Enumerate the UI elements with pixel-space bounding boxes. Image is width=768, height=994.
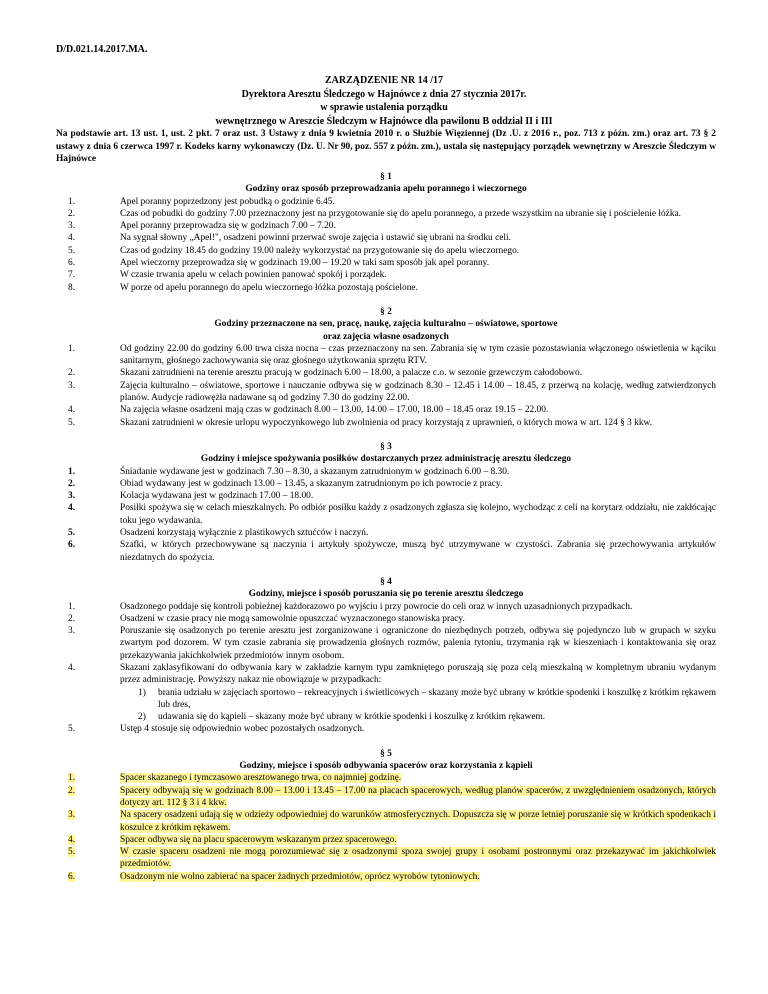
sub-item: [120, 687, 716, 712]
item-text-content: Posiłki spożywa się w celach mieszkalnych. Po odbiór posiłku każdy z osadzonych zgłasza się kolejno, wychodząc z celi na korytarz oddziału, nie zakłócając toku jego wydawania.: [120, 503, 716, 526]
item-text-content: Szafki, w których przechowywane są naczynia i artykuły spożywcze, muszą być utrzymywane w czystości. Zabrania się przechowywania artykułów niezdatnych do spożycia.: [120, 540, 716, 563]
item-number-text: 5.: [68, 528, 76, 539]
document-body: [56, 171, 716, 883]
item-text-content: Ustęp 4 stosuje się odpowiednio wobec pozostałych osadzonych.: [120, 724, 365, 735]
item-text: [120, 490, 716, 502]
item-text: [120, 257, 716, 269]
section-2: [56, 294, 716, 429]
item-text-content: Czas od pobudki do godziny 7.00 przeznaczony jest na przygotowanie się do apelu porannego, a przede wszystkim na ubranie się i pościelenie łóżka.: [120, 208, 682, 219]
item-text: [120, 196, 716, 208]
item-number: [56, 527, 120, 539]
item-number: [56, 367, 120, 379]
item-text-content: Osadzonego poddaje się kontroli pobieżnej każdorazowo po wyjściu i przy powrocie do celi oraz w innych uzasadnionych przypadkach.: [120, 601, 633, 612]
item-number-text: 7.: [68, 270, 76, 281]
order-title: ZARZĄDZENIE NR 14 /17: [324, 75, 444, 86]
item-text: [120, 380, 716, 405]
item-text: [120, 846, 716, 871]
list-item: [56, 625, 716, 662]
sub-item-number: 2): [138, 712, 146, 723]
list-item: [56, 772, 716, 784]
item-text: [120, 625, 716, 662]
item-text-content: Na spacery osadzeni udają się w odzieży odpowiedniej do warunków atmosferycznych. Dopuszcza się w porze letniej poruszanie się w krótkich spodenkach i koszulce z krótkim rękawem.: [120, 810, 716, 833]
item-number-text: 2.: [68, 208, 76, 219]
item-number: [56, 417, 120, 429]
item-text-content: Poruszanie się osadzonych po terenie aresztu jest zorganizowane i ograniczone do niezbędnych potrzeb, odbywa się pojedynczo lub w grupach w szyku zwartym pod dozorem. W tym czasie zabrania się prowadzenia głośnych rozmów, palenia tytoniu, trzymania rąk w kieszeniach i kontaktowania się oraz przekazywania jakichkolwiek przedmiotów innym osobom.: [120, 626, 716, 661]
item-number: [56, 809, 120, 821]
item-number: [56, 834, 120, 846]
document-header: [0, 74, 768, 128]
item-number-text: 2.: [68, 368, 76, 379]
list-item: [56, 539, 716, 564]
item-text-content: W czasie spaceru osadzeni nie mogą porozumiewać się z osadzonymi spoza swojej grupy i osobami postronnymi oraz przekazywać im jakichkolwiek przedmiotów.: [120, 847, 716, 870]
list-item: [56, 846, 716, 871]
item-text-content: Skazani zaklasyfikowani do odbywania kary w zakładzie karnym typu zamkniętego poruszają się poza celą mieszkalną w kompletnym ubraniu wydanym przez administrację. Powyższy nakaz nie obowiązuje w przypadkach:: [120, 662, 716, 686]
item-number-text: 4.: [68, 233, 76, 244]
item-number: [56, 772, 120, 784]
item-text-content: Apel poranny poprzedzony jest pobudką o godzinie 6.45.: [120, 196, 335, 207]
section-title: oraz zajęcia własne osadzonych: [323, 331, 449, 342]
item-number: [56, 343, 120, 355]
item-text-content: W czasie trwania apelu w celach powinien panować spokój i porządek.: [120, 270, 387, 281]
item-text-content: Osadzonym nie wolno zabierać na spacer żadnych przedmiotów, oprócz wyrobów tytoniowych.: [120, 871, 480, 882]
item-text-content: Osadzeni w czasie pracy nie mogą samowolnie opuszczać wyznaczonego stanowiska pracy.: [120, 613, 465, 624]
section-title: Godziny i miejsce spożywania posiłków dostarczanych przez administrację aresztu śledczego: [200, 454, 572, 465]
list-item: [56, 478, 716, 490]
item-number: [56, 662, 120, 674]
list-item: [56, 257, 716, 269]
item-number: [56, 539, 120, 551]
item-number-text: 5.: [68, 724, 76, 735]
list-item: [56, 208, 716, 220]
item-text-content: Obiad wydawany jest w godzinach 13.00 – 13.45, a skazanym zatrudnionym po ich powrocie z pracy.: [120, 478, 503, 489]
item-text-content: Spacer skazanego i tymczasowo aresztowanego trwa, co najmniej godzinę.: [120, 773, 402, 784]
item-text: [120, 785, 716, 810]
item-text: [120, 662, 716, 723]
item-text: [120, 613, 716, 625]
list-item: [56, 367, 716, 379]
item-number: [56, 282, 120, 294]
item-number-text: 4.: [68, 503, 76, 514]
item-text-content: Spacery odbywają się w godzinach 8.00 – 13.00 i 13.45 – 17.00 na placach spacerowych, według planów spacerów, z uwzględnieniem osadzonych, których dotyczy art. 112 § 3 i 4 kkw.: [120, 785, 716, 808]
item-number: [56, 245, 120, 257]
section-number: § 3: [380, 441, 392, 452]
list-item: [56, 834, 716, 846]
item-number: [56, 490, 120, 502]
item-text-content: Kolacja wydawana jest w godzinach 17.00 – 18.00.: [120, 491, 314, 502]
item-text-content: W porze od apelu porannego do apelu wieczornego łóżka pozostają pościelone.: [120, 282, 418, 293]
item-text-content: Na sygnał słowny „Apel!", osadzeni powinni przerwać swoje zajęcia i ustawić się ubrani na środku celi.: [120, 233, 511, 244]
item-number-text: 6.: [68, 258, 76, 269]
section-title: Godziny, miejsce i sposób odbywania spacerów oraz korzystania z kąpieli: [239, 761, 533, 772]
item-text: [120, 343, 716, 368]
item-text: [120, 417, 716, 429]
item-text: [120, 527, 716, 539]
section-number: § 2: [380, 306, 392, 317]
item-number-text: 1.: [68, 196, 76, 207]
list-item: [56, 269, 716, 281]
item-number: [56, 220, 120, 232]
item-number: [56, 404, 120, 416]
list-item: [56, 723, 716, 735]
section-number: § 4: [380, 576, 392, 587]
item-text: [120, 772, 716, 784]
item-number: [56, 208, 120, 220]
list-item: [56, 466, 716, 478]
item-number: [56, 871, 120, 883]
item-text-content: Osadzeni korzystają wyłącznie z plastikowych sztućców i naczyń.: [120, 528, 369, 539]
list-item: [56, 527, 716, 539]
item-text-content: Skazani zatrudnieni na terenie aresztu pracują w godzinach 6.00 – 18.00, a palacze c.o. w sezonie grzewczym całodobowo.: [120, 368, 583, 379]
list-item: [56, 343, 716, 368]
item-number-text: 2.: [68, 613, 76, 624]
item-number: [56, 502, 120, 514]
list-item: [56, 196, 716, 208]
section-5: [56, 736, 716, 883]
sub-item-text: udawania się do kąpieli – skazany może być ubrany w krótkie spodenki i koszulkę z krótkim rękawem.: [158, 712, 546, 723]
item-number-text: 3.: [68, 626, 76, 637]
item-number: [56, 257, 120, 269]
item-text: [120, 220, 716, 232]
item-number-text: 3.: [68, 380, 76, 391]
item-text-content: Skazani zatrudnieni w okresie urlopu wypoczynkowego lub zwolnienia od pracy korzystają z uprawnień, o których mowa w art. 124 § 3 kkw.: [120, 417, 653, 428]
order-scope: wewnętrznego w Areszcie Śledczym w Hajnówce dla pawilonu B oddział II i III: [215, 115, 553, 127]
item-text: [120, 208, 716, 220]
list-item: [56, 380, 716, 405]
item-number: [56, 232, 120, 244]
sub-item: [120, 711, 716, 723]
item-text: [120, 367, 716, 379]
legal-basis-paragraph: Na podstawie art. 13 ust. 1, ust. 2 pkt. 7 oraz ust. 3 Ustawy z dnia 9 kwietnia 2010 r. o Służbie Więziennej (Dz .U. z 2016 r., poz. 713 z późn. zm.) oraz art. 73 § 2 ustawy z dnia 6 czerwca 1997 r. Kodeks karny wykonawczy (Dz. U. Nr 90, poz. 557 z późn. zm.), ustala się następujący porządek wewnętrzny w Areszcie Śledczym w Hajnówce: [56, 129, 716, 164]
item-number: [56, 466, 120, 478]
list-item: [56, 417, 716, 429]
section-number: § 5: [380, 748, 392, 759]
item-number-text: 8.: [68, 282, 76, 293]
item-text: [120, 723, 716, 735]
section-3: [56, 429, 716, 564]
item-number-text: 6.: [68, 871, 76, 882]
item-number: [56, 723, 120, 735]
list-item: [56, 232, 716, 244]
item-number-text: 4.: [68, 834, 76, 845]
section-1: [56, 171, 716, 294]
item-number-text: 3.: [68, 221, 76, 232]
item-text: [120, 466, 716, 478]
list-item: [56, 245, 716, 257]
item-number: [56, 601, 120, 613]
item-number-text: 5.: [68, 417, 76, 428]
section-title: Godziny, miejsce i sposób poruszania się po terenie aresztu śledczego: [248, 589, 524, 600]
item-number-text: 2.: [68, 785, 76, 796]
sub-item-text: brania udziału w zajęciach sportowo – rekreacyjnych i świetlicowych – skazany może być ubrany w krótkie spodenki i koszulkę z krótkim rękawem lub dres,: [158, 687, 716, 710]
item-text: [120, 404, 716, 416]
item-text-content: Apel wieczorny przeprowadza się w godzinach 19.00 – 19.20 w taki sam sposób jak apel poranny.: [120, 258, 490, 269]
section-title: Godziny oraz sposób przeprowadzania apelu porannego i wieczornego: [245, 184, 527, 195]
item-number-text: 2.: [68, 478, 76, 489]
list-item: [56, 662, 716, 723]
section-4: [56, 564, 716, 736]
item-text: [120, 269, 716, 281]
list-item: [56, 613, 716, 625]
list-item: [56, 785, 716, 810]
item-text-content: Spacer odbywa się na placu spacerowym wskazanym przez spacerowego.: [120, 834, 397, 845]
section-number: § 1: [380, 172, 392, 182]
item-text: [120, 245, 716, 257]
list-item: [56, 404, 716, 416]
order-subject: w sprawie ustalenia porządku: [320, 102, 448, 113]
section-spacer: [56, 736, 716, 748]
item-number-text: 1.: [68, 601, 76, 612]
item-text: [120, 834, 716, 846]
item-number: [56, 785, 120, 797]
item-text: [120, 809, 716, 834]
item-text: [120, 232, 716, 244]
list-item: [56, 490, 716, 502]
sub-item-number: 1): [138, 687, 146, 698]
item-number-text: 4.: [68, 405, 76, 416]
item-text: [120, 539, 716, 564]
item-number: [56, 196, 120, 208]
item-number: [56, 846, 120, 858]
order-issuer-date: Dyrektora Aresztu Śledczego w Hajnówce z dnia 27 stycznia 2017r.: [241, 88, 527, 100]
section-title: Godziny przeznaczone na sen, pracę, naukę, zajęcia kulturalno – oświatowe, sportowe: [214, 319, 558, 330]
item-text-content: Czas od godziny 18.45 do godziny 19.00 należy wykorzystać na przygotowanie się do apelu wieczornego.: [120, 245, 520, 256]
item-text: [120, 601, 716, 613]
item-number: [56, 613, 120, 625]
item-number: [56, 625, 120, 637]
section-spacer: [56, 429, 716, 441]
item-number-text: 5.: [68, 847, 76, 858]
item-number-text: 1.: [68, 343, 76, 354]
item-text-content: Śniadanie wydawane jest w godzinach 7.30 – 8.30, a skazanym zatrudnionym w godzinach 6.00 – 8.30.: [120, 466, 510, 477]
item-text: [120, 502, 716, 527]
item-number-text: 4.: [68, 662, 76, 673]
item-number-text: 1.: [68, 773, 76, 784]
item-number-text: 6.: [68, 540, 76, 551]
item-text-content: Zajęcia kulturalno – oświatowe, sportowe i nauczanie odbywa się w godzinach 8.30 – 12.45 i 14.00 – 18.45, z przerwą na kolację, według zatwierdzonych planów. Audycje radiowężła nadawane są od godziny 7.30 do godziny 22.00.: [120, 380, 716, 404]
item-number: [56, 380, 120, 392]
item-text: [120, 871, 716, 883]
list-item: [56, 601, 716, 613]
section-spacer: [56, 294, 716, 306]
document-reference: D/D.021.14.2017.MA.: [56, 44, 148, 55]
list-item: [56, 871, 716, 883]
item-number-text: 5.: [68, 245, 76, 256]
item-number-text: 1.: [68, 466, 76, 477]
item-text-content: Od godziny 22.00 do godziny 6.00 trwa cisza nocna – czas przeznaczony na sen. Zabrania się w tym czasie pozostawiania włączonego oświetlenia w kąciku sanitarnym, głośnego zachowywania się oraz głośnego użytkowania sprzętu RTV.: [120, 343, 716, 367]
item-text-content: Na zajęcia własne osadzeni mają czas w godzinach 8.00 – 13.00, 14.00 – 17.00, 18.00 – 18.45 oraz 19.15 – 22.00.: [120, 405, 549, 416]
item-number: [56, 478, 120, 490]
item-text: [120, 478, 716, 490]
list-item: [56, 220, 716, 232]
item-number: [56, 269, 120, 281]
item-text: [120, 282, 716, 294]
item-number-text: 3.: [68, 810, 76, 821]
item-text-content: Apel poranny przeprowadza się w godzinach 7.00 – 7.20.: [120, 221, 336, 232]
list-item: [56, 502, 716, 527]
item-number-text: 3.: [68, 491, 76, 502]
list-item: [56, 809, 716, 834]
list-item: [56, 282, 716, 294]
section-spacer: [56, 564, 716, 576]
